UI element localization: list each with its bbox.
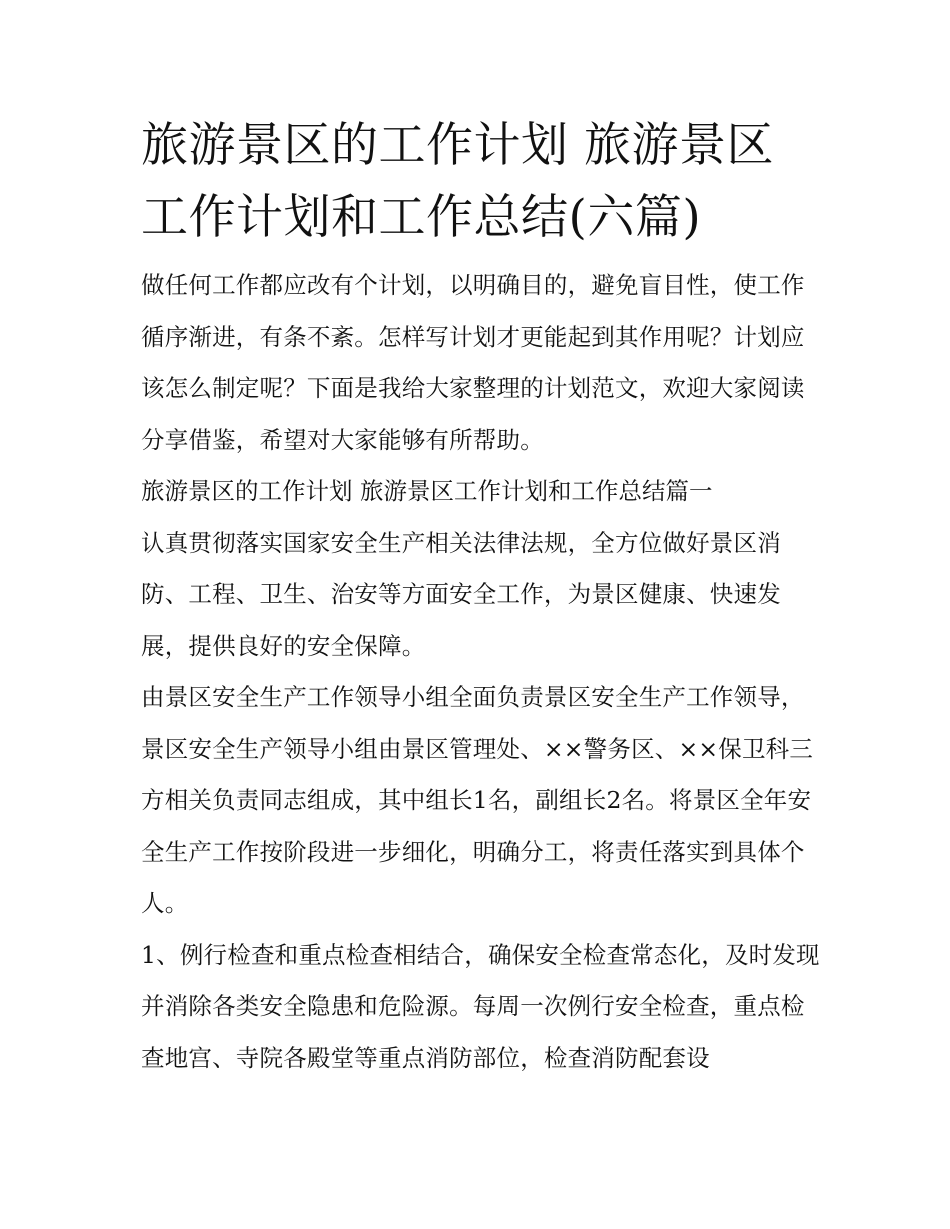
section-heading: 旅游景区的工作计划 旅游景区工作计划和工作总结篇一	[141, 477, 713, 505]
intro-paragraph: 做任何工作都应改有个计划，以明确目的，避免盲目性，使工作循序渐进，有条不紊。怎样写计划才更能起到其作用呢？计划应该怎么制定呢？下面是我给大家整理的计划范文，欢迎大家阅读分享借鉴，希望对大家能够有所帮助。	[141, 271, 805, 454]
list-item-paragraph: 1、例行检查和重点检查相结合，确保安全检查常态化，及时发现并消除各类安全隐患和危险源。每周一次例行安全检查，重点检查地宫、寺院各殿堂等重点消防部位，检查消防配套设	[141, 940, 820, 1072]
document-page	[141, 110, 821, 1084]
body-paragraph: 认真贯彻落实国家安全生产相关法律法规，全方位做好景区消防、工程、卫生、治安等方面安全工作，为景区健康、快速发展，提供良好的安全保障。	[141, 528, 781, 660]
body-paragraph: 由景区安全生产工作领导小组全面负责景区安全生产工作领导，景区安全生产领导小组由景区管理处、××警务区、××保卫科三方相关负责同志组成，其中组长1名，副组长2名。将景区全年安全生产工作按阶段进一步细化，明确分工，将责任落实到具体个人。	[141, 683, 814, 917]
document-body	[141, 260, 821, 1084]
document-title: 旅游景区的工作计划 旅游景区工作计划和工作总结(六篇)	[141, 118, 774, 245]
